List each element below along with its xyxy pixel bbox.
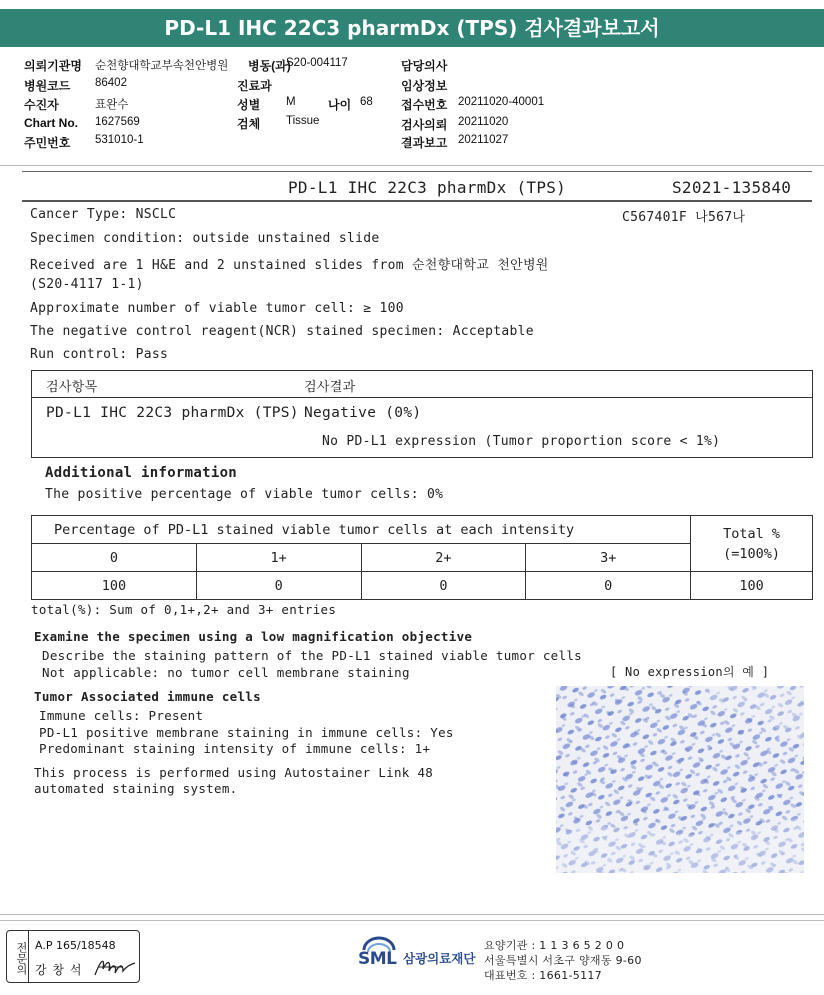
additional-heading: Additional information: [45, 465, 238, 481]
received-ref: (S20-4117 1-1): [30, 277, 144, 292]
block-code: C567401F 나567나: [622, 210, 746, 225]
chart-value: 1627569: [95, 116, 140, 128]
address: 서울특별시 서초구 양재동 9-60: [484, 954, 642, 967]
stamp-side-label: 전문의: [7, 931, 29, 982]
divider: [31, 397, 813, 398]
hospital-code-label: 병원코드: [24, 79, 71, 93]
patient-label: 수진자: [24, 98, 59, 112]
sml-logo-text: SML: [358, 949, 397, 969]
institution-label: 의뢰기관명: [24, 59, 82, 73]
value-2plus: 0: [361, 572, 526, 600]
doctor-label: 담당의사: [401, 59, 448, 73]
footer-divider: [0, 914, 824, 915]
doctor-name: 강 창 석: [35, 963, 83, 977]
total-header-label: Total %: [723, 525, 780, 542]
divider: [22, 200, 812, 202]
intensity-header: Percentage of PD-L1 stained viable tumor cells at each intensity: [32, 516, 691, 544]
specimen-value: Tissue: [286, 115, 320, 127]
microscopy-image: [556, 686, 804, 873]
immune-line2: PD-L1 positive membrane staining in immune cells: Yes: [39, 725, 454, 740]
sex-label: 성별: [237, 98, 261, 112]
report-title: PD-L1 IHC 22C3 pharmDx (TPS) 검사결과보고서: [0, 9, 824, 47]
level-3plus: 3+: [526, 544, 691, 572]
result-detail: No PD-L1 expression (Tumor proportion score < 1%): [322, 434, 721, 449]
value-3plus: 0: [526, 572, 691, 600]
request-label: 검사의뢰: [401, 118, 448, 132]
sex-value: M: [286, 96, 296, 108]
level-2plus: 2+: [361, 544, 526, 572]
dept-label: 병동(과): [248, 59, 291, 73]
report-date-label: 결과보고: [401, 136, 448, 150]
report-date-value: 20211027: [458, 134, 509, 146]
institution-value: 순천향대학교부속천안병원: [95, 60, 229, 72]
signature-icon: [93, 955, 137, 979]
patient-value: 표완수: [95, 99, 129, 111]
divider: [0, 165, 824, 166]
table-footnote: total(%): Sum of 0,1+,2+ and 3+ entries: [31, 602, 337, 617]
received-text: Received are 1 H&E and 2 unstained slides from 순천향대학교 천안병원: [30, 258, 549, 273]
care-code: 요양기관 : 1 1 3 6 5 2 0 0: [484, 939, 625, 952]
divider: [22, 171, 812, 172]
intensity-table: [31, 515, 813, 600]
immune-line3: Predominant staining intensity of immune cells: 1+: [39, 741, 431, 756]
level-1plus: 1+: [196, 544, 361, 572]
positive-percentage: The positive percentage of viable tumor cells: 0%: [45, 487, 444, 502]
dept-value: S20-004117: [286, 57, 348, 69]
immune-heading: Tumor Associated immune cells: [34, 689, 261, 704]
phone: 대표번호 : 1661-5117: [484, 969, 602, 982]
reception-label: 접수번호: [401, 98, 448, 112]
clinical-info-label: 임상정보: [401, 79, 448, 93]
result-item: PD-L1 IHC 22C3 pharmDx (TPS): [46, 405, 299, 421]
value-0: 100: [32, 572, 197, 600]
process-line2: automated staining system.: [34, 781, 238, 796]
immune-line1: Immune cells: Present: [39, 708, 204, 723]
clinic-label: 진료과: [237, 79, 272, 93]
col-result-header: 검사결과: [304, 380, 356, 395]
sml-logo-icon: [358, 936, 400, 970]
value-1plus: 0: [196, 572, 361, 600]
cancer-type: Cancer Type: NSCLC: [30, 207, 177, 222]
total-header-sub: (=100%): [723, 545, 780, 562]
stamp-id: A.P 165/18548: [35, 939, 116, 952]
examine-line1: Describe the staining pattern of the PD-L1 stained viable tumor cells: [42, 648, 582, 663]
image-caption: [ No expression의 예 ]: [610, 665, 770, 679]
hospital-code-value: 86402: [95, 77, 127, 89]
report-id: S2021-135840: [672, 178, 792, 197]
run-control: Run control: Pass: [30, 347, 169, 362]
test-title: PD-L1 IHC 22C3 pharmDx (TPS): [288, 178, 567, 197]
rrn-label: 주민번호: [24, 136, 71, 150]
footer-divider: [0, 920, 824, 921]
col-item-header: 검사항목: [46, 380, 98, 395]
microscopy-stain-pattern: [556, 686, 804, 873]
result-value: Negative (0%): [304, 405, 422, 421]
viable-cells: Approximate number of viable tumor cell: ≥ 100: [30, 301, 404, 316]
org-name: 삼광의료재단: [403, 951, 476, 966]
process-line1: This process is performed using Autostainer Link 48: [34, 765, 434, 780]
ncr-text: The negative control reagent(NCR) stained specimen: Acceptable: [30, 324, 534, 339]
request-value: 20211020: [458, 116, 509, 128]
specialist-stamp: [6, 930, 140, 983]
examine-line2: Not applicable: no tumor cell membrane staining: [42, 665, 410, 680]
age-label: 나이: [328, 98, 352, 112]
total-header: [691, 516, 813, 572]
age-value: 68: [360, 96, 373, 108]
specimen-label: 검체: [237, 117, 261, 131]
rrn-value: 531010-1: [95, 134, 144, 146]
total-value: 100: [691, 572, 813, 600]
examine-heading: Examine the specimen using a low magnification objective: [34, 629, 473, 644]
reception-value: 20211020-40001: [458, 96, 545, 108]
chart-label: Chart No.: [24, 116, 78, 130]
level-0: 0: [32, 544, 197, 572]
specimen-condition: Specimen condition: outside unstained slide: [30, 231, 380, 246]
